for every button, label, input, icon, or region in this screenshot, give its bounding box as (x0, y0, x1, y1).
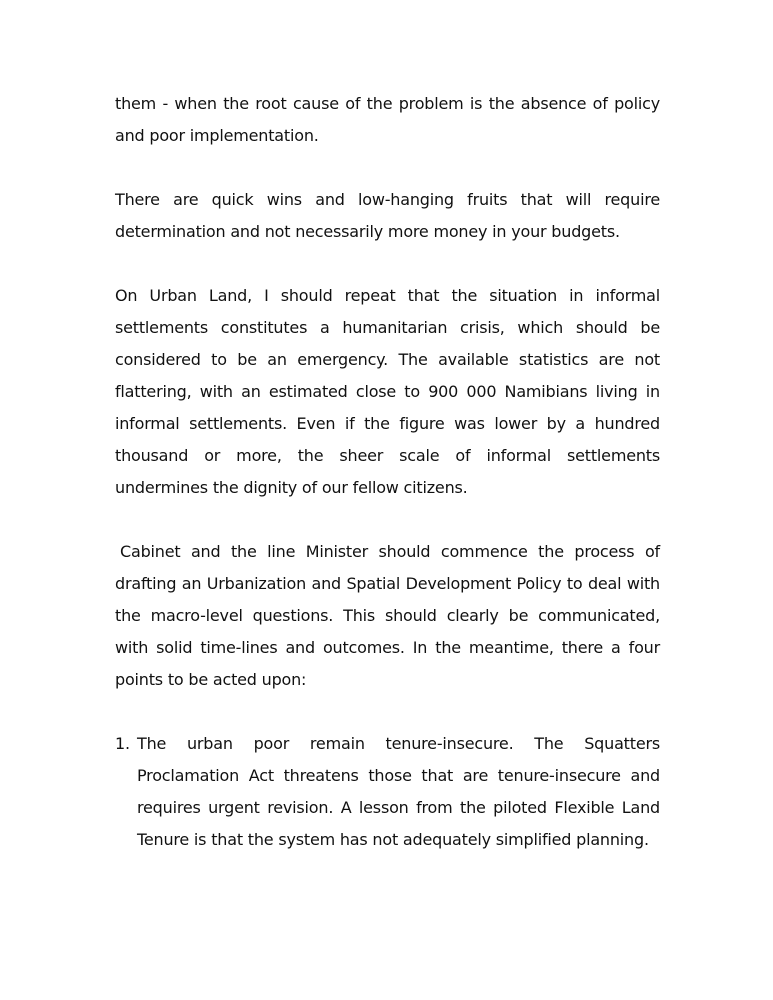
list-item (115, 728, 660, 856)
paragraph-urban-land: On Urban Land, I should repeat that the situation in informal settlements constitutes a humanitarian crisis, which should be considered to be an emergency. The available statistics are not flattering, with an estimated close to 900 000 Namibians living in informal settlements. Even if the figure was lower by a hundred thousand or more, the sheer scale of informal settlements undermines the dignity of our fellow citizens. (115, 286, 660, 497)
action-points-list (115, 728, 660, 856)
paragraph-cabinet-policy: Cabinet and the line Minister should commence the process of drafting an Urbanization and Spatial Development Policy to deal with the macro-level questions. This should clearly be communicated, with solid time-lines and outcomes. In the meantime, there a four points to be acted upon: (115, 542, 660, 689)
paragraph-policy-cause: them - when the root cause of the problem is the absence of policy and poor implementation. (115, 94, 660, 145)
list-item-text: The urban poor remain tenure-insecure. The Squatters Proclamation Act threatens those that are tenure-insecure and requires urgent revision. A lesson from the piloted Flexible Land Tenure is that the system has not adequately simplified planning. (137, 734, 660, 849)
list-item-number: 1. (115, 734, 130, 753)
paragraph-quick-wins: There are quick wins and low-hanging fruits that will require determination and not necessarily more money in your budgets. (115, 190, 660, 241)
